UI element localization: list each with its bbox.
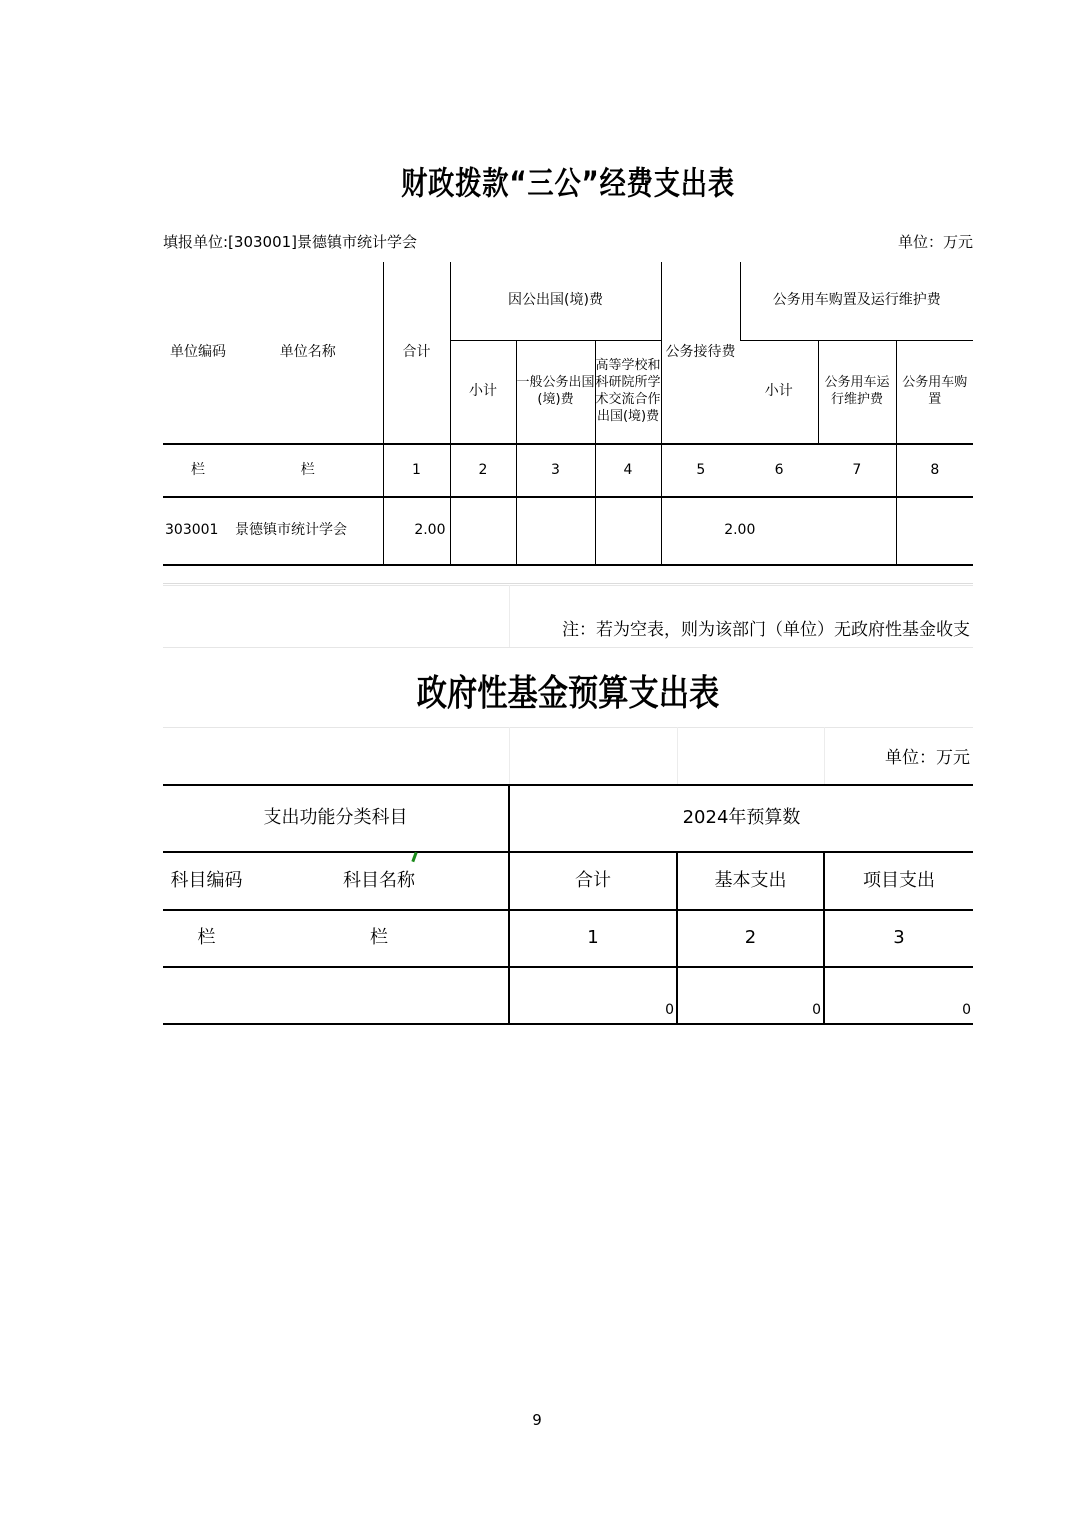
- index-cell: 8: [896, 444, 973, 497]
- divider: [824, 727, 825, 784]
- data-total: 0: [509, 967, 677, 1024]
- divider: [163, 727, 973, 728]
- data-unit-code: 303001: [163, 497, 233, 565]
- header-reception: 公务接待费: [661, 262, 740, 444]
- data-vehicle-purchase: [896, 497, 973, 565]
- index-cell: 3: [516, 444, 595, 497]
- data-basic: 0: [677, 967, 824, 1024]
- header-abroad-subtotal: 小计: [450, 340, 516, 444]
- divider: [509, 727, 510, 784]
- header-category: 支出功能分类科目: [163, 785, 509, 852]
- header-unit-name: 单位名称: [279, 343, 336, 360]
- table2-title: 政府性基金预算支出表: [416, 673, 720, 714]
- table1-reporting-unit: 填报单位:[303001]景德镇市统计学会: [163, 233, 418, 251]
- divider: [163, 647, 973, 648]
- data-abroad-subtotal: [450, 497, 516, 565]
- header-total: 合计: [383, 262, 450, 444]
- data-project: 0: [824, 967, 973, 1024]
- table1-title: 财政拨款“三公”经费支出表: [401, 164, 735, 202]
- three-public-expenses-table: [163, 262, 973, 566]
- index-cell: 2: [677, 910, 824, 967]
- index-cell: 5: [661, 444, 740, 497]
- header-vehicle-subtotal: 小计: [764, 383, 793, 399]
- divider: [163, 585, 973, 586]
- data-name: [250, 967, 509, 1024]
- header-vehicle-purchase: 公务用车购置: [896, 340, 973, 444]
- data-abroad-general: [516, 497, 595, 565]
- index-cell: 栏: [233, 444, 383, 497]
- index-cell: 1: [383, 444, 450, 497]
- index-cell: 6: [740, 444, 818, 497]
- header-abroad-general: 一般公务出国(境)费: [516, 340, 595, 444]
- table2-unit-label: 单位：万元: [885, 748, 970, 768]
- divider: [677, 727, 678, 784]
- header-basic: 基本支出: [677, 852, 824, 910]
- index-cell: 3: [824, 910, 973, 967]
- header-unit-code: 单位编码: [170, 343, 226, 360]
- government-fund-section: [163, 585, 973, 1025]
- header-total: 合计: [509, 852, 677, 910]
- data-abroad-special: [595, 497, 661, 565]
- data-reception: 2.00: [661, 497, 818, 565]
- header-code: 科目编码: [163, 852, 250, 910]
- header-project: 项目支出: [824, 852, 973, 910]
- index-cell: 4: [595, 444, 661, 497]
- data-unit-name: 景德镇市统计学会: [233, 497, 383, 565]
- data-code: [163, 967, 250, 1024]
- header-name: 科目名称: [250, 852, 509, 910]
- header-abroad-special: 高等学校和科研院所学术交流合作出国(境)费: [595, 340, 661, 444]
- header-budget: 2024年预算数: [509, 785, 973, 852]
- header-vehicle: 公务用车购置及运行维护费: [740, 262, 973, 340]
- index-cell: 1: [509, 910, 677, 967]
- empty-table-note: 注：若为空表，则为该部门（单位）无政府性基金收支: [562, 620, 970, 640]
- index-cell: 2: [450, 444, 516, 497]
- divider: [509, 585, 510, 647]
- divider: [163, 583, 973, 584]
- table1-unit-label: 单位：万元: [897, 233, 973, 251]
- data-vehicle-operation: [818, 497, 896, 565]
- index-cell: 栏: [250, 910, 509, 967]
- data-total: 2.00: [383, 497, 450, 565]
- government-fund-table: [163, 784, 973, 1025]
- header-abroad: 因公出国(境)费: [450, 262, 661, 340]
- index-cell: 栏: [163, 910, 250, 967]
- page-number: 9: [532, 1411, 542, 1429]
- index-cell: 栏: [163, 444, 233, 497]
- header-vehicle-operation: 公务用车运行维护费: [818, 340, 896, 444]
- index-cell: 7: [818, 444, 896, 497]
